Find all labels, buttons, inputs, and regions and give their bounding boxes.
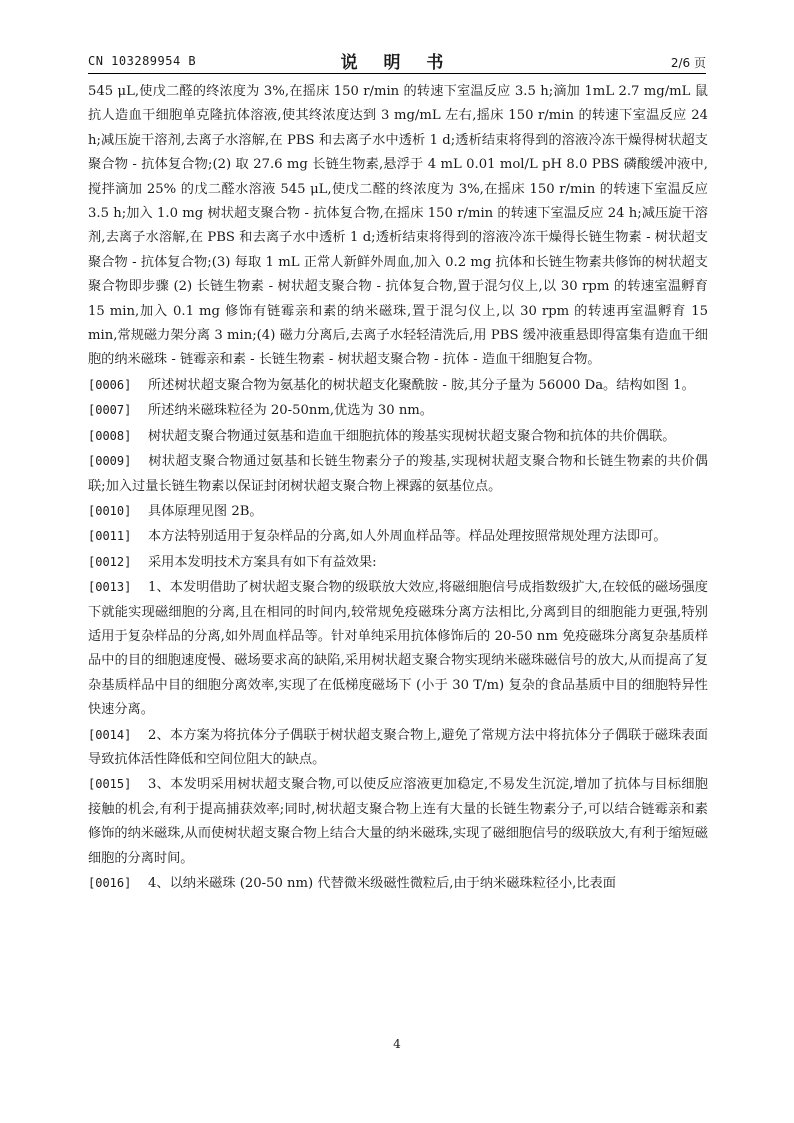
page-header (88, 48, 706, 72)
paragraph-text: 2、本方案为将抗体分子偶联于树状超支聚合物上,避免了常规方法中将抗体分子偶联于磁珠表面导致抗体活性降低和空间位阻大的缺点。 (88, 727, 708, 767)
numbered-paragraph (88, 772, 708, 871)
paragraph-number: [0006] (88, 377, 132, 392)
paragraph-list (88, 373, 708, 897)
numbered-paragraph (88, 373, 708, 398)
paragraph-number: [0007] (88, 403, 132, 418)
document-body (88, 80, 708, 896)
paragraph-text: 所述纳米磁珠粒径为 20-50nm,优选为 30 nm。 (148, 403, 433, 419)
numbered-paragraph (88, 499, 708, 524)
paragraph-text: 1、本发明借助了树状超支聚合物的级联放大效应,将磁细胞信号成指数级扩大,在较低的磁场强度下就能实现磁细胞的分离,且在相同的时间内,较常规免疫磁珠分离方法相比,分离到目的细胞能力更强,特别适用于复杂样品的分离,如外周血样品等。针对单纯采用抗体修饰后的 20-50 nm 免疫磁珠分离复杂基质样品中的目的细胞速度慢、磁场要求高的缺陷,采用树状超支聚合物实现纳米磁珠磁信号的放大,从而提高了复杂基质样品中目的细胞分离效率,实现了在低梯度磁场下 (小于 30 T/m) 复杂的食品基质中目的细胞特异性快速分离。 (88, 580, 708, 718)
numbered-paragraph (88, 424, 708, 449)
paragraph-text: 具体原理见图 2B。 (148, 503, 263, 519)
paragraph-text: 4、以纳米磁珠 (20-50 nm) 代替微米级磁性微粒后,由于纳米磁珠粒径小,比表面 (148, 876, 616, 891)
paragraph-number: [0011] (88, 529, 132, 544)
paragraph-number: [0015] (88, 777, 132, 792)
numbered-paragraph (88, 550, 708, 575)
header-rule (88, 73, 706, 74)
numbered-paragraph (88, 723, 708, 773)
numbered-paragraph (88, 575, 708, 722)
paragraph-number: [0008] (88, 428, 132, 443)
paragraph-text: 本方法特别适用于复杂样品的分离,如人外周血样品等。样品处理按照常规处理方法即可。 (148, 529, 667, 545)
document-title: 说 明 书 (340, 53, 454, 73)
paragraph-number: [0010] (88, 503, 132, 518)
paragraph-text: 树状超支聚合物通过氨基和长链生物素分子的羧基,实现树状超支聚合物和长链生物素的共价偶联;加入过量长链生物素以保证封闭树状超支聚合物上裸露的氨基位点。 (88, 454, 708, 494)
patent-number: CN 103289954 B (88, 54, 197, 68)
paragraph-text: 树状超支聚合物通过氨基和造血干细胞抗体的羧基实现树状超支聚合物和抗体的共价偶联。 (148, 428, 676, 444)
numbered-paragraph (88, 524, 708, 549)
paragraph-number: [0012] (88, 554, 132, 569)
paragraph-text: 3、本发明采用树状超支聚合物,可以使反应溶液更加稳定,不易发生沉淀,增加了抗体与目标细胞接触的机会,有利于提高捕获效率;同时,树状超支聚合物上连有大量的长链生物素分子,可以结合链霉亲和素修饰的纳米磁珠,从而使树状超支聚合物上结合大量的纳米磁珠,实现了磁细胞信号的级联放大,有利于缩短磁细胞的分离时间。 (88, 777, 708, 866)
numbered-paragraph (88, 398, 708, 423)
numbered-paragraph (88, 871, 708, 896)
paragraph-text: 采用本发明技术方案具有如下有益效果: (148, 554, 377, 570)
page-number: 4 (393, 1037, 401, 1051)
page-indicator: 2/6 页 (670, 56, 706, 70)
paragraph-number: [0009] (88, 454, 132, 469)
numbered-paragraph (88, 449, 708, 499)
paragraph-number: [0014] (88, 727, 132, 742)
paragraph-text: 所述树状超支聚合物为氨基化的树状超支化聚酰胺 - 胺,其分子量为 56000 Da。结构如图 1。 (148, 377, 695, 393)
paragraph-number: [0016] (88, 876, 132, 890)
continued-paragraph: 545 μL,使戊二醛的终浓度为 3%,在摇床 150 r/min 的转速下室温反应 3.5 h;滴加 1mL 2.7 mg/mL 鼠抗人造血干细胞单克隆抗体溶液,使其终浓度达到 3 mg/mL 左右,摇床 150 r/min 的转速下室温反应 24 h;减压旋干溶剂,去离子水溶解,在 PBS 和去离子水中透析 1 d;透析结束将得到的溶液冷冻干燥得树状超支聚合物 - 抗体复合物;(2) 取 27.6 mg 长链生物素,悬浮于 4 mL 0.01 mol/L pH 8.0 PBS 磷酸缓冲液中,搅拌滴加 25% 的戊二醛水溶液 545 μL,使戊二醛的终浓度为 3%,在摇床 150 r/min 的转速下室温反应 3.5 h;加入 1.0 mg 树状超支聚合物 - 抗体复合物,在摇床 150 r/min 的转速下室温反应 24 h;减压旋干溶剂,去离子水溶解,在 PBS 和去离子水中透析 1 d;透析结束将得到的溶液冷冻干燥得长链生物素 - 树状超支聚合物 - 抗体复合物;(3) 每取 1 mL 正常人新鲜外周血,加入 0.2 mg 抗体和长链生物素共修饰的树状超支聚合物即步骤 (2) 长链生物素 - 树状超支聚合物 - 抗体复合物,置于混匀仪上,以 30 rpm 的转速室温孵育 15 min,加入 0.1 mg 修饰有链霉亲和素的纳米磁珠,置于混匀仪上,以 30 rpm 的转速再室温孵育 15 min,常规磁力架分离 3 min;(4) 磁力分离后,去离子水轻轻清洗后,用 PBS 缓冲液重悬即得富集有造血干细胞的纳米磁珠 - 链霉亲和素 - 长链生物素 - 树状超支聚合物 - 抗体 - 造血干细胞复合物。 (88, 84, 708, 368)
paragraph-number: [0013] (88, 580, 132, 595)
